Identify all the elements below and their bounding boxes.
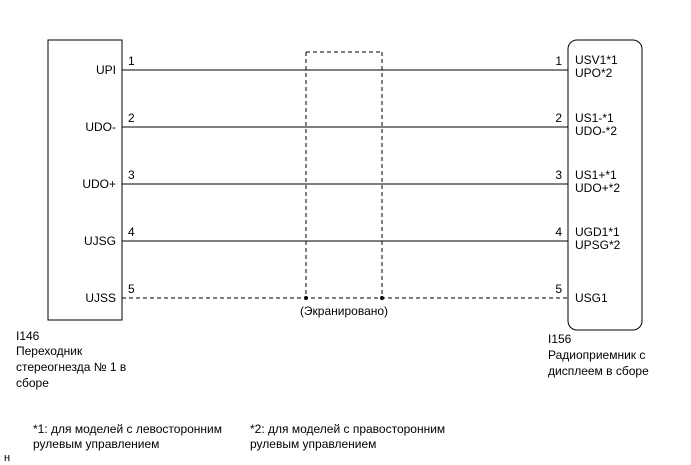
right-pin-number-5: 5 xyxy=(555,282,562,296)
shield-enclosure xyxy=(304,52,384,300)
left-pin-number-3: 3 xyxy=(128,168,135,182)
left-connector-name-1: Переходник xyxy=(16,344,83,358)
footnote-2-line-2: рулевым управлением xyxy=(250,437,377,451)
footnote-2-line-1: *2: для моделей с правосторонним xyxy=(250,422,446,436)
right-pin-number-1: 1 xyxy=(555,54,562,68)
right-pin-label-1b: UPO*2 xyxy=(575,66,613,80)
left-pin-number-1: 1 xyxy=(128,54,135,68)
left-pin-number-5: 5 xyxy=(128,282,135,296)
right-pin-label-4a: UGD1*1 xyxy=(575,225,620,239)
right-pin-label-2b: UDO-*2 xyxy=(575,124,618,138)
right-pin-label-3b: UDO+*2 xyxy=(575,181,621,195)
right-pin-label-2a: US1-*1 xyxy=(575,111,614,125)
right-pin-label-1a: USV1*1 xyxy=(575,53,618,67)
footnote-1-line-1: *1: для моделей с левосторонним xyxy=(33,422,223,436)
right-connector-name-2: дисплеем в сборе xyxy=(548,364,649,378)
shield-junction-left xyxy=(304,296,308,300)
right-connector-name-1: Радиоприемник с xyxy=(548,348,646,362)
left-pin-number-4: 4 xyxy=(128,225,135,239)
shield-label: (Экранировано) xyxy=(299,304,389,318)
left-connector-name-2: стереогнезда № 1 в xyxy=(16,360,127,374)
corner-mark: н xyxy=(4,452,11,464)
right-pin-number-4: 4 xyxy=(555,225,562,239)
shield-junction-right xyxy=(380,296,384,300)
left-pin-label-5: UJSS xyxy=(85,291,116,305)
left-pin-label-3: UDO+ xyxy=(82,177,116,191)
left-pin-label-1: UPI xyxy=(95,63,116,77)
left-pin-label-2: UDO- xyxy=(85,120,116,134)
left-pin-label-4: UJSG xyxy=(83,234,116,248)
right-connector-id: I156 xyxy=(548,332,572,346)
left-pin-number-2: 2 xyxy=(128,111,135,125)
left-connector-id: I146 xyxy=(16,329,40,343)
footnote-1-line-2: рулевым управлением xyxy=(33,437,160,451)
right-pin-label-3a: US1+*1 xyxy=(575,168,617,182)
right-pin-label-4b: UPSG*2 xyxy=(575,238,621,252)
right-pin-number-3: 3 xyxy=(555,168,562,182)
right-pin-label-5: USG1 xyxy=(575,291,608,305)
right-pin-number-2: 2 xyxy=(555,111,562,125)
left-connector-name-3: сборе xyxy=(16,376,49,390)
